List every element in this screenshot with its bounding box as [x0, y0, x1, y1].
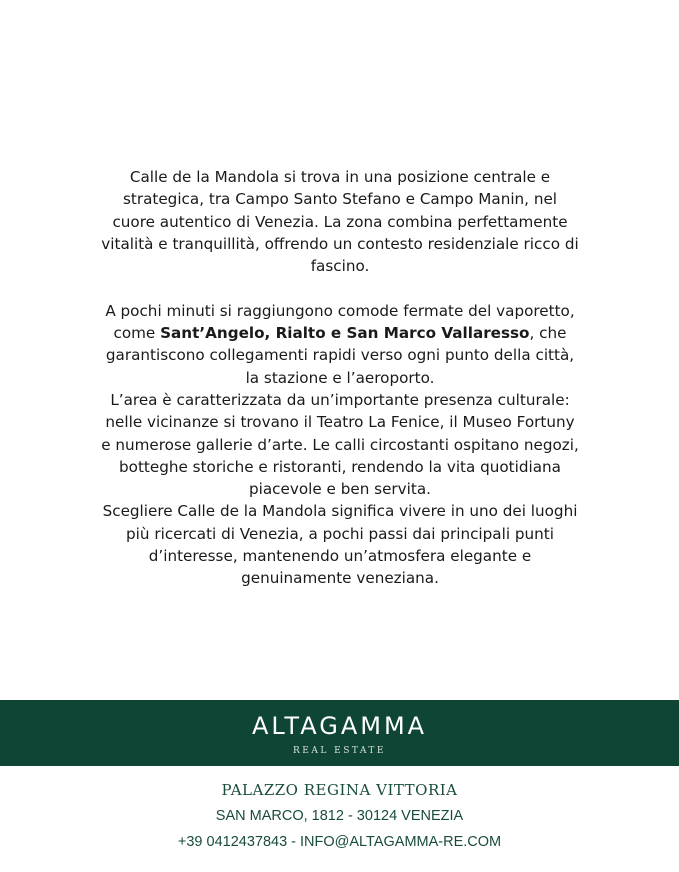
description-paragraph-location: Calle de la Mandola si trova in una posizione centrale e strategica, tra Campo Santo Stefano e Campo Manin, nel cuore autentico di Venezia. La zona combina perfettamente vitalità e tranquillità, offrendo un contesto residenziale ricco di fascino. [101, 168, 579, 276]
footer-address: SAN MARCO, 1812 - 30124 VENEZIA [215, 808, 464, 824]
transport-text-lead: A pochi minuti si raggiungono comode fermate del vaporetto, come [105, 301, 575, 343]
transport-text-tail: , che garantiscono collegamenti rapidi verso ogni punto della città, la stazione e l’aeroporto. [105, 324, 575, 387]
footer-contact: +39 0412437843 - INFO@ALTAGAMMA-RE.COM [177, 834, 502, 850]
description-paragraph-transport [100, 300, 580, 389]
brand-logo-subtitle: REAL ESTATE [292, 746, 386, 756]
brand-logo-name: ALTAGAMMA [251, 712, 428, 740]
footer-building-name: PALAZZO REGINA VITTORIA [221, 781, 458, 799]
property-description [100, 166, 580, 590]
description-paragraph-conclusion: Scegliere Calle de la Mandola significa vivere in uno dei luoghi più ricercati di Venezia, a pochi passi dai principali punti d’interesse, mantenendo un’atmosfera elegante e genuinamente veneziana. [102, 502, 578, 588]
vaporetto-stops: Sant’Angelo, Rialto e San Marco Vallaresso [160, 324, 530, 343]
brand-banner [0, 700, 679, 766]
description-paragraph-culture: L’area è caratterizzata da un’importante presenza culturale: nelle vicinanze si trovano il Teatro La Fenice, il Museo Fortuny e numerose gallerie d’arte. Le calli circostanti ospitano negozi, botteghe storiche e ristoranti, rendendo la vita quotidiana piacevole e ben servita. [101, 390, 579, 499]
